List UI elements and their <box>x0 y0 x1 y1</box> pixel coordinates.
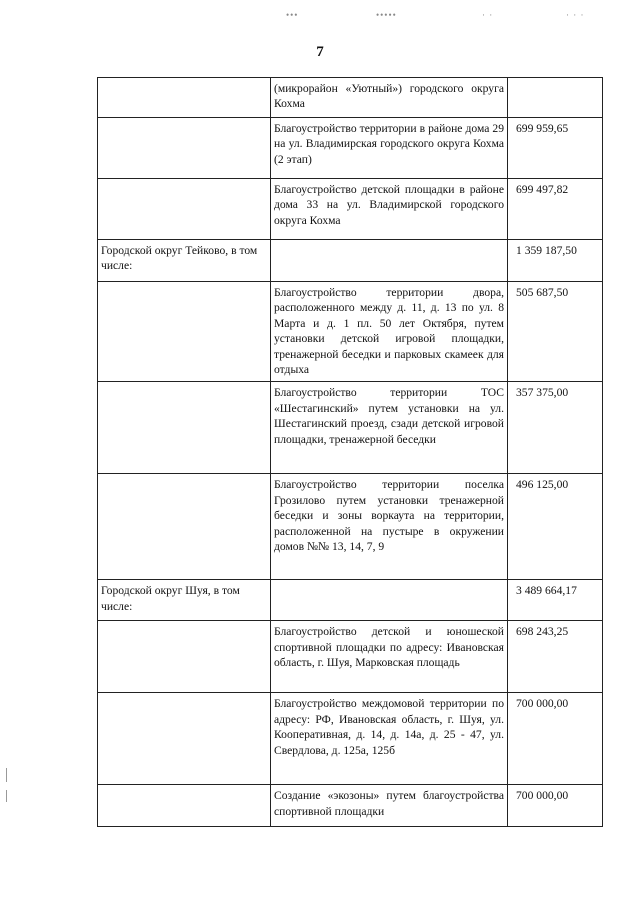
municipality-cell <box>98 693 271 785</box>
amount-cell: 1 359 187,50 <box>508 240 603 282</box>
municipality-cell <box>98 474 271 580</box>
table-row <box>98 693 603 785</box>
table-row <box>98 240 603 282</box>
table-row <box>98 621 603 693</box>
municipality-cell: Городской округ Шуя, в том числе: <box>98 580 271 621</box>
project-cell: Благоустройство территории ТОС «Шестагинский» путем установки на ул. Шестагинский проезд, сзади детской игровой площадки, тренажерной беседки <box>271 382 508 474</box>
table-row <box>98 785 603 827</box>
project-cell: Создание «экозоны» путем благоустройства спортивной площадки <box>271 785 508 827</box>
project-cell: Благоустройство территории в районе дома 29 на ул. Владимирская городского округа Кохма (2 этап) <box>271 118 508 179</box>
amount-cell <box>508 78 603 118</box>
municipality-cell <box>98 118 271 179</box>
scan-artifact: · · · <box>566 10 585 20</box>
scan-artifact: ••••• <box>376 10 397 20</box>
municipality-cell <box>98 621 271 693</box>
project-cell: Благоустройство территории двора, расположенного между д. 11, д. 13 по ул. 8 Марта и д. 1 пл. 50 лет Октября, путем установки детской игровой площадки, тренажерной беседки и парковых скамеек для отдыха <box>271 282 508 382</box>
scan-artifact: ••• <box>286 10 299 20</box>
table-row <box>98 382 603 474</box>
amount-cell: 3 489 664,17 <box>508 580 603 621</box>
table-row <box>98 474 603 580</box>
project-cell: (микрорайон «Уютный») городского округа Кохма <box>271 78 508 118</box>
amount-cell: 700 000,00 <box>508 785 603 827</box>
amount-cell: 357 375,00 <box>508 382 603 474</box>
scan-margin-mark <box>6 768 7 782</box>
table-row <box>98 179 603 240</box>
project-cell <box>271 580 508 621</box>
project-cell: Благоустройство междомовой территории по адресу: РФ, Ивановская область, г. Шуя, ул. Кооперативная, д. 14, д. 14а, д. 25 - 47, ул. Свердлова, д. 125а, 125б <box>271 693 508 785</box>
amount-cell: 698 243,25 <box>508 621 603 693</box>
project-cell: Благоустройство территории поселка Грозилово путем установки тренажерной беседки и зоны воркаута на территории, расположенной на пустыре в окружении домов №№ 13, 14, 7, 9 <box>271 474 508 580</box>
municipality-cell: Городской округ Тейково, в том числе: <box>98 240 271 282</box>
page-number: 7 <box>316 44 324 60</box>
project-cell: Благоустройство детской площадки в районе дома 33 на ул. Владимирской городского округа Кохма <box>271 179 508 240</box>
amount-cell: 699 497,82 <box>508 179 603 240</box>
table-row <box>98 282 603 382</box>
amount-cell: 700 000,00 <box>508 693 603 785</box>
amount-cell: 699 959,65 <box>508 118 603 179</box>
project-cell: Благоустройство детской и юношеской спортивной площадки по адресу: Ивановская область, г. Шуя, Марковская площадь <box>271 621 508 693</box>
municipality-cell <box>98 78 271 118</box>
table-row <box>98 580 603 621</box>
table-row <box>98 78 603 118</box>
project-cell <box>271 240 508 282</box>
table-row <box>98 118 603 179</box>
municipality-cell <box>98 282 271 382</box>
amount-cell: 505 687,50 <box>508 282 603 382</box>
scan-artifact: · · <box>482 10 494 20</box>
funding-table <box>97 77 603 827</box>
municipality-cell <box>98 382 271 474</box>
municipality-cell <box>98 785 271 827</box>
scan-margin-mark <box>6 790 7 802</box>
amount-cell: 496 125,00 <box>508 474 603 580</box>
municipality-cell <box>98 179 271 240</box>
